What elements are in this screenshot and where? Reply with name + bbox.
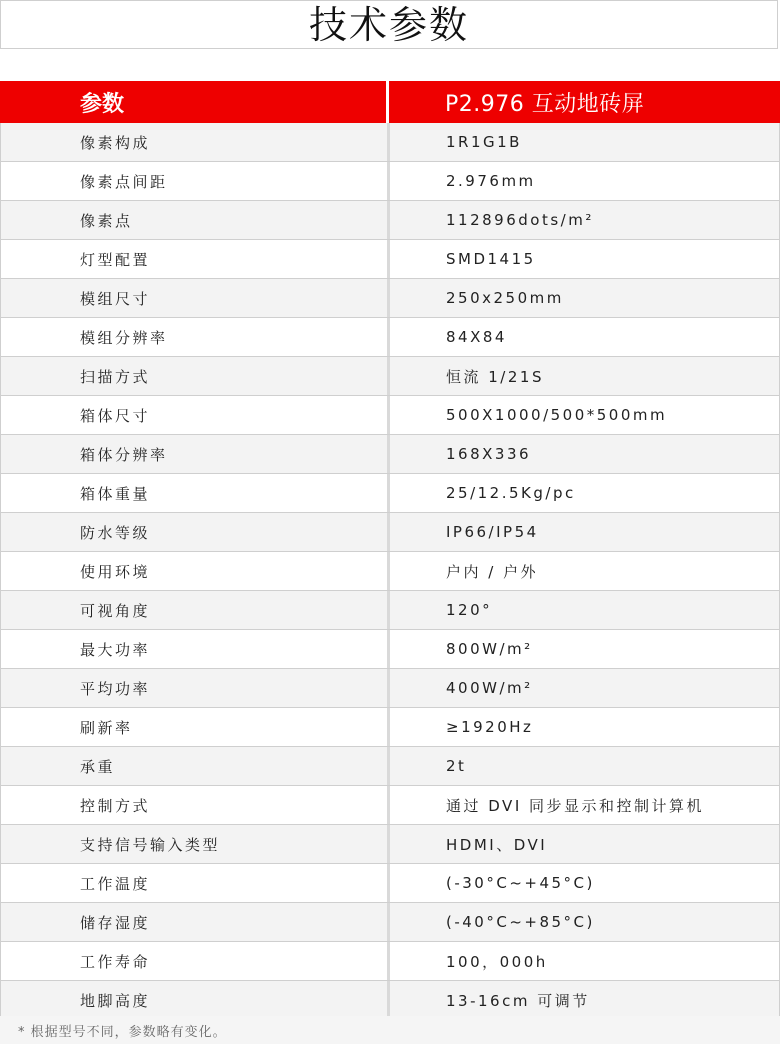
param-name: 箱体分辨率 xyxy=(80,445,168,464)
table-row xyxy=(1,708,779,747)
table-row xyxy=(1,552,779,591)
table-row xyxy=(1,786,779,825)
param-value: 250x250mm xyxy=(387,279,779,317)
param-value: ≥1920Hz xyxy=(387,708,779,746)
param-name: 箱体尺寸 xyxy=(80,406,151,425)
footnote: * 根据型号不同，参数略有变化。 xyxy=(0,1016,780,1044)
page-title: 技术参数 xyxy=(308,2,469,47)
table-row xyxy=(1,825,779,864)
param-value: 800W/m² xyxy=(387,630,779,668)
param-value: 25/12.5Kg/pc xyxy=(387,474,779,512)
spec-table xyxy=(0,81,780,1020)
table-row xyxy=(1,435,779,474)
param-value: 恒流 1/21S xyxy=(387,357,779,395)
table-header xyxy=(0,81,780,123)
param-name: 像素点间距 xyxy=(80,172,168,191)
param-value: 2t xyxy=(387,747,779,785)
table-row xyxy=(1,396,779,435)
param-name: 模组分辨率 xyxy=(80,328,168,347)
header-product-name: P2.976 互动地砖屏 xyxy=(386,81,780,123)
param-value: 84X84 xyxy=(387,318,779,356)
param-value: (-30°C~+45°C) xyxy=(387,864,779,902)
param-value: 168X336 xyxy=(387,435,779,473)
param-name: 模组尺寸 xyxy=(80,289,151,308)
param-name: 可视角度 xyxy=(80,601,151,620)
param-value: IP66/IP54 xyxy=(387,513,779,551)
param-value: 户内 / 户外 xyxy=(387,552,779,590)
table-row xyxy=(1,903,779,942)
param-name: 支持信号输入类型 xyxy=(80,835,221,854)
param-name: 刷新率 xyxy=(80,718,133,737)
table-row xyxy=(1,357,779,396)
table-row xyxy=(1,318,779,357)
param-value: (-40°C~+85°C) xyxy=(387,903,779,941)
param-name: 像素构成 xyxy=(80,133,151,152)
table-row xyxy=(1,474,779,513)
param-name: 箱体重量 xyxy=(80,484,151,503)
param-value: 400W/m² xyxy=(387,669,779,707)
param-value: 13-16cm 可调节 xyxy=(387,981,779,1019)
table-row xyxy=(1,630,779,669)
param-value: 1R1G1B xyxy=(387,123,779,161)
param-name: 扫描方式 xyxy=(80,367,151,386)
param-value: HDMI、DVI xyxy=(387,825,779,863)
param-name: 防水等级 xyxy=(80,523,151,542)
param-value: SMD1415 xyxy=(387,240,779,278)
param-name: 储存湿度 xyxy=(80,913,151,932)
param-value: 112896dots/m² xyxy=(387,201,779,239)
param-name: 像素点 xyxy=(80,211,133,230)
table-body xyxy=(0,123,780,1020)
table-row xyxy=(1,240,779,279)
param-name: 使用环境 xyxy=(80,562,151,581)
param-name: 承重 xyxy=(80,757,116,776)
table-row xyxy=(1,162,779,201)
table-row xyxy=(1,747,779,786)
param-name: 工作温度 xyxy=(80,874,151,893)
table-row xyxy=(1,279,779,318)
param-name: 地脚高度 xyxy=(80,991,151,1010)
param-name: 最大功率 xyxy=(80,640,151,659)
table-row xyxy=(1,981,779,1020)
table-row xyxy=(1,864,779,903)
param-value: 2.976mm xyxy=(387,162,779,200)
table-row xyxy=(1,942,779,981)
title-box xyxy=(0,0,778,49)
param-value: 120° xyxy=(387,591,779,629)
table-row xyxy=(1,123,779,162)
table-row xyxy=(1,669,779,708)
param-name: 灯型配置 xyxy=(80,250,151,269)
param-value: 100，000h xyxy=(387,942,779,980)
param-name: 控制方式 xyxy=(80,796,151,815)
table-row xyxy=(1,513,779,552)
table-row xyxy=(1,201,779,240)
param-name: 工作寿命 xyxy=(80,952,151,971)
param-value: 通过 DVI 同步显示和控制计算机 xyxy=(387,786,779,824)
table-row xyxy=(1,591,779,630)
header-param-label: 参数 xyxy=(0,81,386,123)
param-value: 500X1000/500*500mm xyxy=(387,396,779,434)
param-name: 平均功率 xyxy=(80,679,151,698)
